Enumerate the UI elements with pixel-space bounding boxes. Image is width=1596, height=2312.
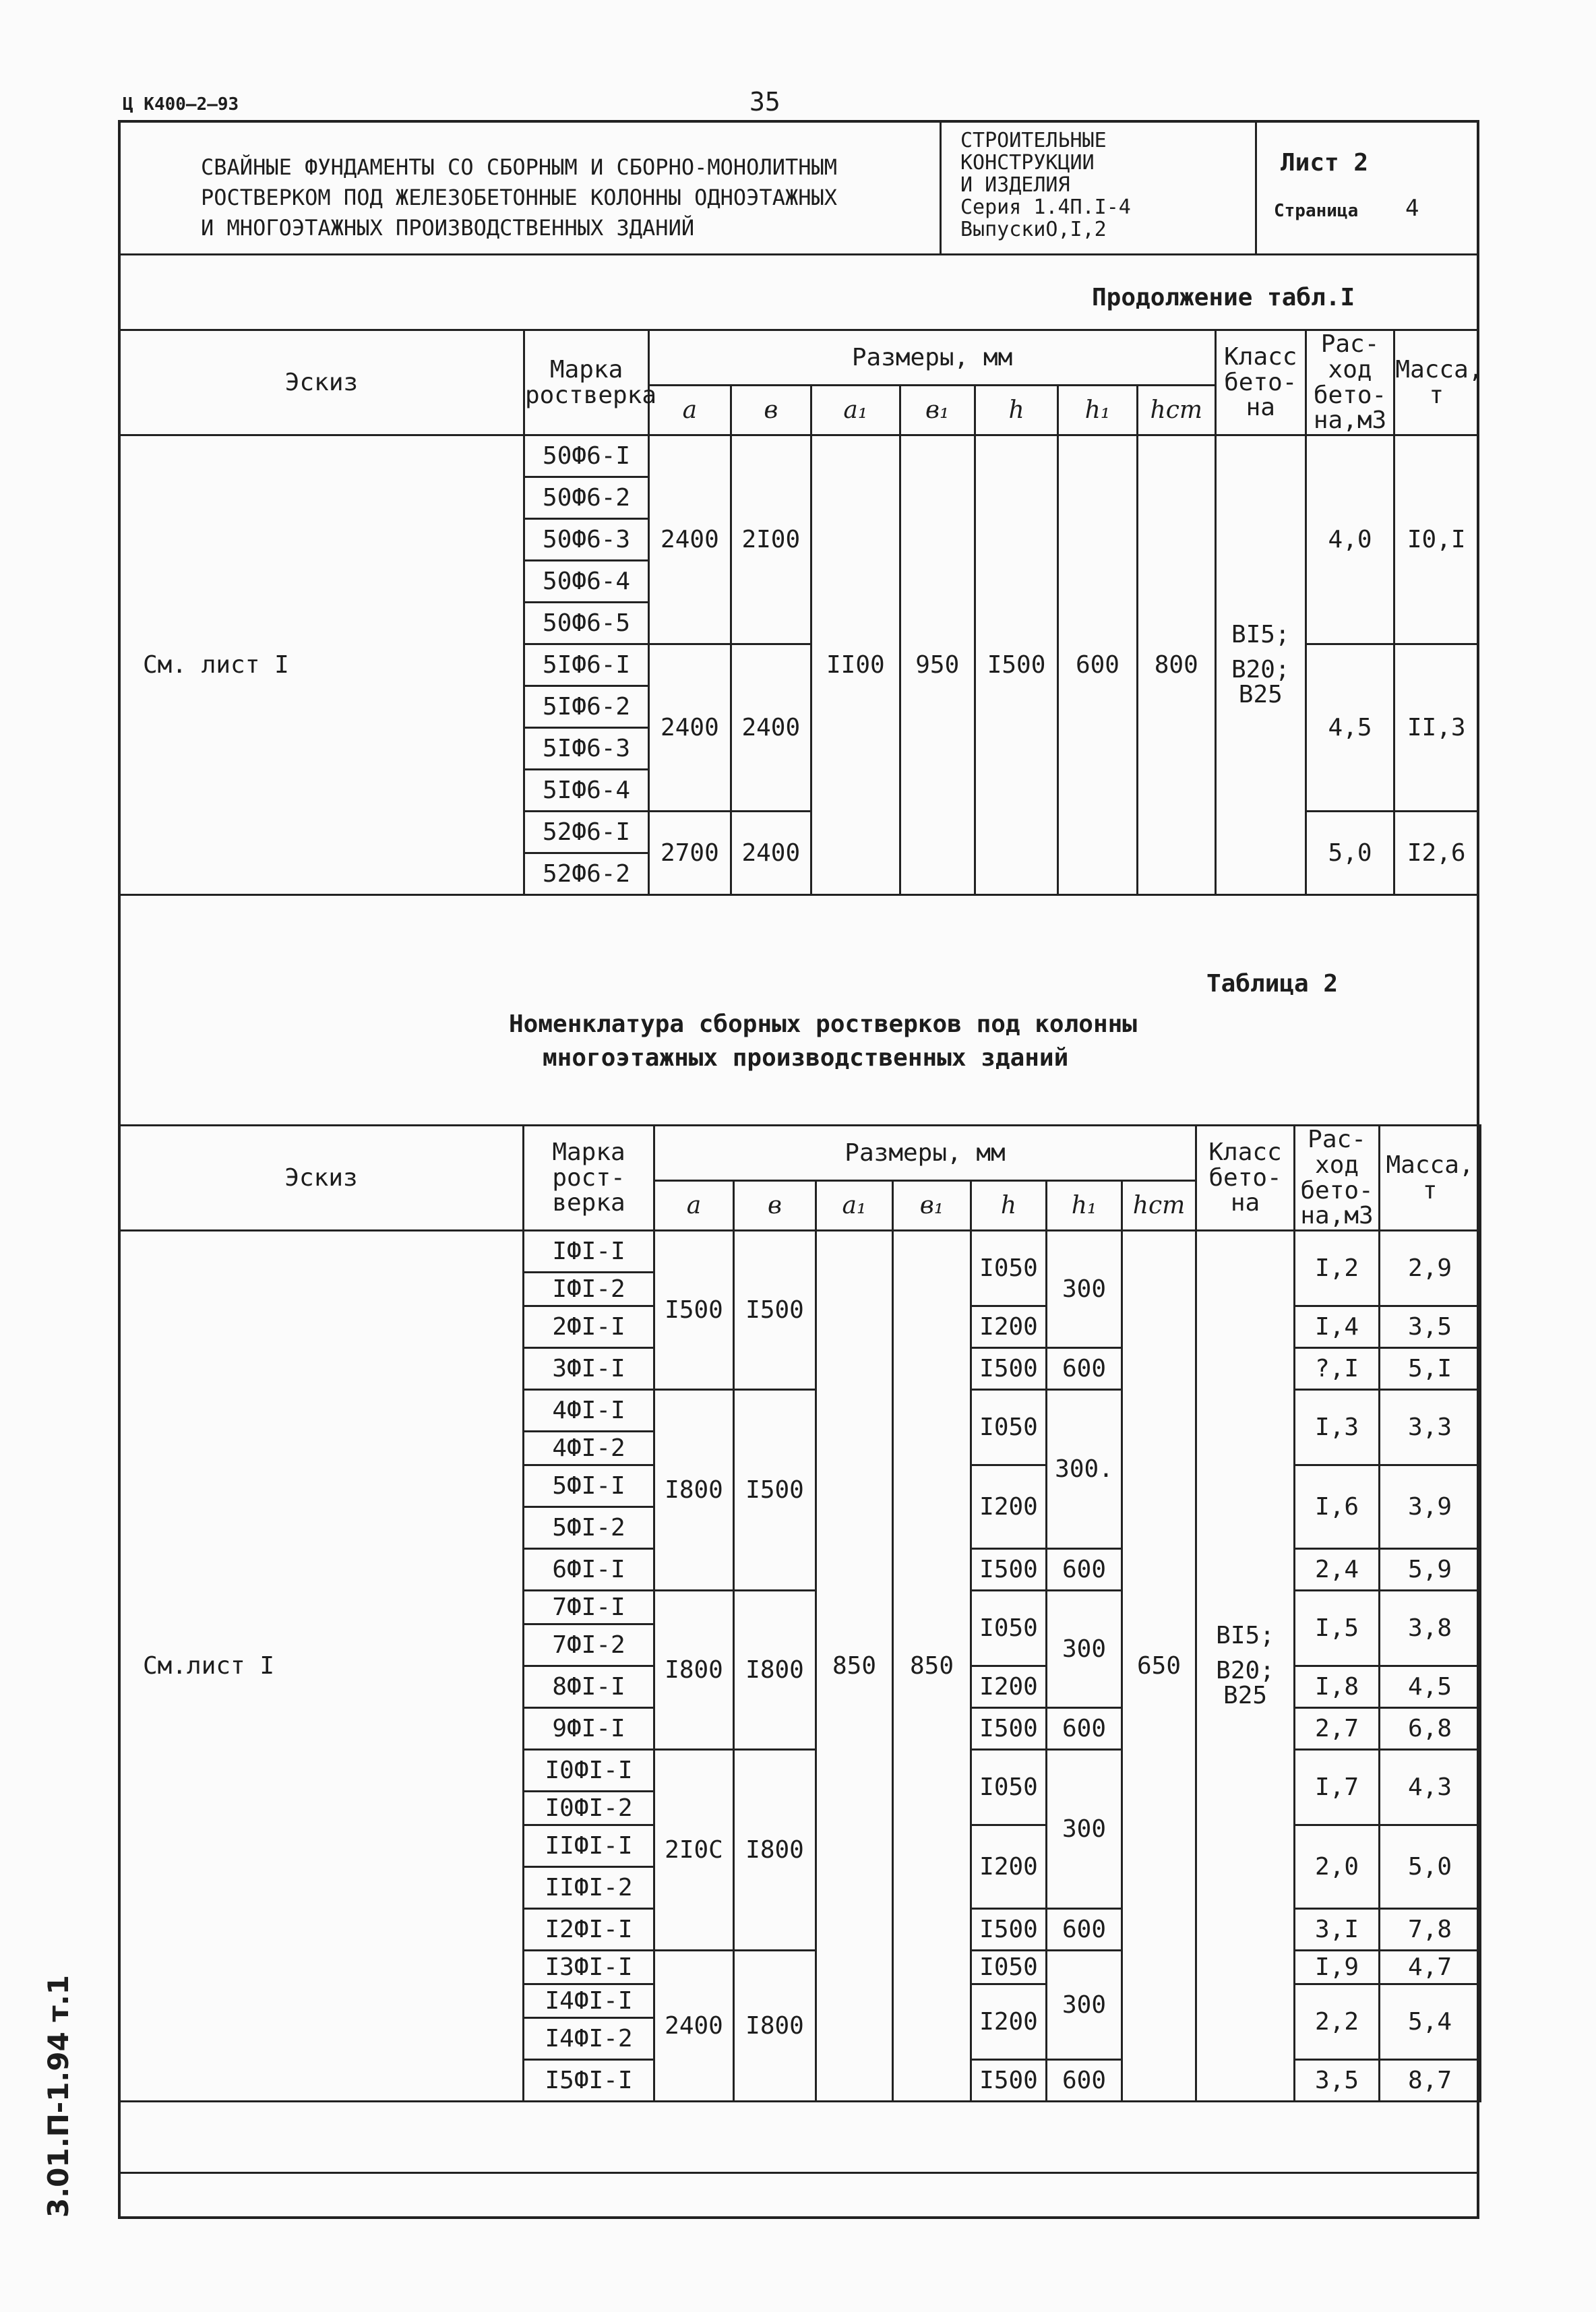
t2-header-massa: Масса, т	[1380, 1126, 1481, 1231]
t2-h: I050	[971, 1231, 1047, 1306]
t2-row-mark: I3ФI-I	[524, 1951, 654, 1984]
t2-row-mark: 5ФI-I	[524, 1465, 654, 1507]
t2-h: I200	[971, 1984, 1047, 2060]
t1-group3-massa: I2,6	[1394, 812, 1479, 895]
t2-massa: 5,4	[1380, 1984, 1481, 2060]
t1-dim-a: a	[649, 386, 731, 435]
t1-h1: 600	[1058, 435, 1137, 895]
t2-row-mark: I4ФI-I	[524, 1984, 654, 2018]
t1-group2-massa: II,3	[1394, 644, 1479, 812]
t1-group3-rashod: 5,0	[1306, 812, 1394, 895]
t2-h: I050	[971, 1591, 1047, 1666]
doc-code: Ц К400—2—93	[123, 94, 239, 115]
t2-group-b: I500	[734, 1231, 816, 1390]
t2-h1: 300	[1047, 1591, 1122, 1708]
t2-group-a: 2400	[654, 1951, 734, 2102]
t1-group3-a: 2700	[649, 812, 731, 895]
t2-dim-a: a	[654, 1181, 734, 1231]
t2-header-rashod: Рас-ход бето-на,м3	[1295, 1126, 1380, 1231]
t2-header-eskiz: Эскиз	[119, 1126, 524, 1231]
t2-group-a: I800	[654, 1591, 734, 1750]
t2-klass-1: BI5;	[1216, 1621, 1275, 1649]
t1-header-rashod: Рас-ход бето-на,м3	[1306, 330, 1394, 435]
t1-row-mark: 50Ф6-5	[524, 603, 648, 644]
series-line-1: СТРОИТЕЛЬНЫЕ	[960, 129, 1107, 152]
t2-row-mark: IФI-I	[524, 1231, 654, 1273]
t2-b1: 850	[893, 1231, 971, 2102]
t2-row-mark: 8ФI-I	[524, 1666, 654, 1708]
bottom-line	[118, 2172, 1479, 2174]
series-block	[960, 129, 1131, 241]
t1-b1: 950	[900, 435, 975, 895]
t2-h: I200	[971, 1825, 1047, 1909]
t1-row-mark: 50Ф6-I	[524, 435, 648, 477]
t1-a1: II00	[811, 435, 900, 895]
page-value: 4	[1405, 195, 1419, 222]
t1-row-mark: 5IФ6-I	[524, 644, 648, 686]
t2-row-mark: I4ФI-2	[524, 2018, 654, 2060]
t2-massa: 4,5	[1380, 1666, 1481, 1708]
t1-header-klass: Класс бето-на	[1215, 330, 1306, 435]
t2-h1: 600	[1047, 1708, 1122, 1750]
t1-row-mark: 5IФ6-3	[524, 728, 648, 770]
t2-h1: 600	[1047, 1909, 1122, 1951]
t2-massa: 7,8	[1380, 1909, 1481, 1951]
t2-massa: 3,3	[1380, 1390, 1481, 1465]
t1-dim-h: h	[975, 386, 1057, 435]
t2-dim-b1: в₁	[893, 1181, 971, 1231]
t1-row-mark: 50Ф6-4	[524, 561, 648, 603]
t1-dim-b: в	[731, 386, 811, 435]
t2-row-mark: 4ФI-2	[524, 1432, 654, 1465]
t2-group-a: I500	[654, 1231, 734, 1390]
t2-h: I200	[971, 1465, 1047, 1549]
t2-rashod: 3,5	[1295, 2060, 1380, 2102]
t2-rashod: I,5	[1295, 1591, 1380, 1666]
page-label: Страница	[1274, 201, 1359, 221]
title-divider-1	[940, 120, 942, 255]
t1-dim-hst: hст	[1137, 386, 1215, 435]
t2-eskiz: См.лист I	[119, 1231, 524, 2102]
t2-group-a: 2I0C	[654, 1750, 734, 1951]
t2-massa: 5,9	[1380, 1549, 1481, 1591]
t1-dim-b1: в₁	[900, 386, 975, 435]
t2-row-mark: IIФI-I	[524, 1825, 654, 1867]
t2-group-a: I800	[654, 1390, 734, 1591]
t2-h: I050	[971, 1390, 1047, 1465]
doc-title	[201, 152, 837, 243]
page-number: 35	[749, 87, 780, 117]
t2-rashod: I,3	[1295, 1390, 1380, 1465]
t2-h: I050	[971, 1951, 1047, 1984]
t2-row-mark: 7ФI-2	[524, 1624, 654, 1666]
t2-a1: 850	[816, 1231, 893, 2102]
t2-massa: 4,7	[1380, 1951, 1481, 1984]
t2-group-b: I800	[734, 1750, 816, 1951]
t1-row-mark: 52Ф6-2	[524, 853, 648, 895]
t2-rashod: I,9	[1295, 1951, 1380, 1984]
series-line-5: ВыпускиO,I,2	[960, 218, 1107, 241]
t1-group1-rashod: 4,0	[1306, 435, 1394, 644]
t1-klass	[1215, 435, 1306, 895]
t2-h: I500	[971, 2060, 1047, 2102]
t2-dim-h: h	[971, 1181, 1047, 1231]
t1-hst: 800	[1137, 435, 1215, 895]
t2-h: I500	[971, 1909, 1047, 1951]
sheet-label: Лист 2	[1281, 149, 1369, 177]
title-line-1: СВАЙНЫЕ ФУНДАМЕНТЫ СО СБОРНЫМ И СБОРНО-МОНОЛИТНЫМ	[201, 154, 838, 180]
series-line-4: Серия 1.4П.I-4	[960, 195, 1131, 219]
t2-massa: 3,9	[1380, 1465, 1481, 1549]
t2-row-mark: I5ФI-I	[524, 2060, 654, 2102]
title-line-3: И МНОГОЭТАЖНЫХ ПРОИЗВОДСТВЕННЫХ ЗДАНИЙ	[201, 215, 695, 241]
t1-dim-a1: a₁	[811, 386, 900, 435]
t2-massa: 5,I	[1380, 1348, 1481, 1390]
t2-row-mark: IIФI-2	[524, 1867, 654, 1909]
table2-label: Таблица 2	[1206, 970, 1339, 998]
t2-row-mark: I0ФI-I	[524, 1750, 654, 1792]
t1-row-mark: 5IФ6-4	[524, 770, 648, 812]
t2-dim-hst: hст	[1122, 1181, 1196, 1231]
t1-dim-h1: h₁	[1058, 386, 1137, 435]
t1-header-massa: Масса, т	[1394, 330, 1479, 435]
t1-row-mark: 52Ф6-I	[524, 812, 648, 853]
t2-h: I500	[971, 1549, 1047, 1591]
t2-rashod: 3,I	[1295, 1909, 1380, 1951]
t2-row-mark: 7ФI-I	[524, 1591, 654, 1624]
t1-row-mark: 50Ф6-2	[524, 477, 648, 519]
t2-dim-b: в	[734, 1181, 816, 1231]
t2-dim-a1: a₁	[816, 1181, 893, 1231]
title-divider-2	[1255, 120, 1257, 255]
t1-eskiz: См. лист I	[119, 435, 524, 895]
side-stamp: 3.01.П-1.94 т.1	[42, 1975, 75, 2218]
title-line-2: РОСТВЕРКОМ ПОД ЖЕЛЕЗОБЕТОННЫЕ КОЛОННЫ ОДНОЭТАЖНЫХ	[201, 185, 838, 210]
t1-h: I500	[975, 435, 1057, 895]
t2-header-marka: Марка рост-верка	[524, 1126, 654, 1231]
t2-rashod: 2,2	[1295, 1984, 1380, 2060]
t2-massa: 2,9	[1380, 1231, 1481, 1306]
t1-klass-2: B20;	[1231, 655, 1290, 683]
t2-klass-3: B25	[1223, 1682, 1268, 1710]
title-bottom-line	[118, 253, 1479, 255]
t2-row-mark: 3ФI-I	[524, 1348, 654, 1390]
t2-massa: 3,8	[1380, 1591, 1481, 1666]
t2-row-mark: I2ФI-I	[524, 1909, 654, 1951]
t2-header-klass: Класс бето-на	[1196, 1126, 1295, 1231]
t2-rashod: I,8	[1295, 1666, 1380, 1708]
t2-h1: 600	[1047, 1549, 1122, 1591]
t2-klass	[1196, 1231, 1295, 2102]
t2-h1: 300	[1047, 1750, 1122, 1909]
t2-rashod: I,7	[1295, 1750, 1380, 1825]
t1-header-sizes: Размеры, мм	[649, 330, 1216, 386]
series-line-2: КОНСТРУКЦИИ	[960, 151, 1095, 175]
t1-group2-a: 2400	[649, 644, 731, 812]
t1-row-mark: 5IФ6-2	[524, 686, 648, 728]
t1-klass-3: B25	[1238, 681, 1283, 709]
t2-rashod: I,2	[1295, 1231, 1380, 1306]
t1-klass-1: BI5;	[1231, 620, 1290, 648]
t1-group1-a: 2400	[649, 435, 731, 644]
t2-dim-h1: h₁	[1047, 1181, 1122, 1231]
t2-massa: 6,8	[1380, 1708, 1481, 1750]
t1-group2-rashod: 4,5	[1306, 644, 1394, 812]
table2-title-1: Номенклатура сборных ростверков под колонны	[509, 1010, 1137, 1038]
t1-row-mark: 50Ф6-3	[524, 519, 648, 561]
t2-row-mark: 6ФI-I	[524, 1549, 654, 1591]
t1-group3-b: 2400	[731, 812, 811, 895]
series-line-3: И ИЗДЕЛИЯ	[960, 173, 1070, 197]
t2-h: I500	[971, 1708, 1047, 1750]
t1-header-marka: Марка ростверка	[524, 330, 648, 435]
t1-group1-b: 2I00	[731, 435, 811, 644]
t1-group2-b: 2400	[731, 644, 811, 812]
t1-group1-massa: I0,I	[1394, 435, 1479, 644]
t2-header-sizes: Размеры, мм	[654, 1126, 1196, 1181]
t2-massa: 3,5	[1380, 1306, 1481, 1348]
t2-row-mark: 2ФI-I	[524, 1306, 654, 1348]
table1-continuation: Продолжение табл.I	[1092, 284, 1355, 311]
t2-h1: 300	[1047, 1951, 1122, 2060]
t2-h: I500	[971, 1348, 1047, 1390]
t2-group-b: I800	[734, 1591, 816, 1750]
table2-title-2: многоэтажных производственных зданий	[543, 1044, 1069, 1072]
t2-massa: 8,7	[1380, 2060, 1481, 2102]
t2-group-b: I800	[734, 1951, 816, 2102]
t2-hst: 650	[1122, 1231, 1196, 2102]
t2-row-mark: 4ФI-I	[524, 1390, 654, 1432]
t2-h: I050	[971, 1750, 1047, 1825]
t2-rashod: I,6	[1295, 1465, 1380, 1549]
t2-h: I200	[971, 1666, 1047, 1708]
t2-row-mark: 5ФI-2	[524, 1507, 654, 1549]
t2-massa: 4,3	[1380, 1750, 1481, 1825]
t2-h1: 300	[1047, 1231, 1122, 1348]
t2-h1: 300.	[1047, 1390, 1122, 1549]
t2-massa: 5,0	[1380, 1825, 1481, 1909]
table1	[118, 329, 1483, 896]
t2-h1: 600	[1047, 2060, 1122, 2102]
t2-h1: 600	[1047, 1348, 1122, 1390]
t2-rashod: ?,I	[1295, 1348, 1380, 1390]
t2-h: I200	[971, 1306, 1047, 1348]
t2-group-b: I500	[734, 1390, 816, 1591]
t2-row-mark: I0ФI-2	[524, 1792, 654, 1825]
t2-row-mark: IФI-2	[524, 1273, 654, 1306]
t2-klass-2: B20;	[1216, 1656, 1275, 1684]
t1-header-eskiz: Эскиз	[119, 330, 524, 435]
t2-rashod: 2,0	[1295, 1825, 1380, 1909]
t2-rashod: 2,7	[1295, 1708, 1380, 1750]
t2-rashod: 2,4	[1295, 1549, 1380, 1591]
t2-row-mark: 9ФI-I	[524, 1708, 654, 1750]
t2-rashod: I,4	[1295, 1306, 1380, 1348]
table2	[118, 1124, 1481, 2102]
